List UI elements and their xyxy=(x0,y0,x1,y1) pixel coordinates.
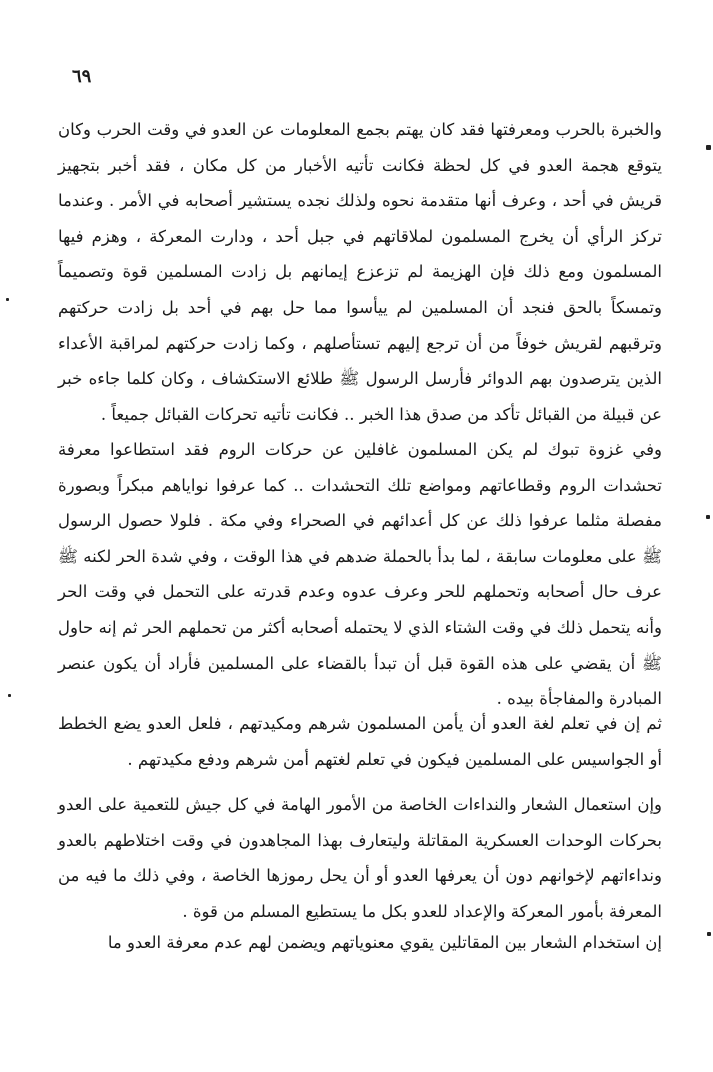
paragraph-enemy-language: ثم إن في تعلم لغة العدو أن يأمن المسلمون شرهم ومكيدتهم ، فلعل العدو يضع الخطط أو الجواسيس على المسلمين فيكون في تعلم لغتهم أمن شرهم ودفع مكيدتهم . xyxy=(58,714,662,769)
scan-speck xyxy=(8,694,11,697)
scan-speck xyxy=(707,932,711,936)
page-number: ٦٩ xyxy=(72,66,92,87)
paragraph-tabuk: وفي غزوة تبوك لم يكن المسلمون غافلين عن حركات الروم فقد استطاعوا معرفة تحشدات الروم وقطاعاتهم ومواضع تلك التحشدات .. كما عرفوا نواياهم مبكراً وبصورة مفصلة مثلما عرفوا ذلك عن كل أعدائهم في الصحراء وفي مكة . فلولا حصول الرسول ﷺ على معلومات سابقة ، لما بدأ بالحملة ضدهم في هذا الوقت ، وفي شدة الحر لكنه ﷺ عرف حال أصحابه وتحملهم للحر وعرف عدوه وعدم قدرته على التحمل في وقت الحر وأنه يتحمل ذلك في وقت الشتاء الذي لا يحتمله أصحابه أكثر من تحملهم الحر ثم إنه حاول ﷺ أن يقضي على هذه القوة قبل أن تبدأ بالقضاء على المسلمين فأراد أن يكون عنصر المبادرة والمفاجأة بيده . xyxy=(58,440,662,709)
paragraph-slogans: وإن استعمال الشعار والنداءات الخاصة من الأمور الهامة في كل جيش للتعمية على العدو بحركات الوحدات العسكرية المقاتلة وليتعارف بهذا المجاهدون في وقت اختلاطهم بالعدو ونداءاتهم لإخوانهم دون أن يعرفها العدو أو أن يحل رموزها الخاصة ، وفي ذلك ما فيه من المعرفة بأمور المعركة والإعداد للعدو بكل ما يستطيع المسلم من قوة . xyxy=(58,795,662,921)
paragraph-slogan-morale: إن استخدام الشعار بين المقاتلين يقوي معنوياتهم ويضمن لهم عدم معرفة العدو ما xyxy=(107,933,662,952)
scan-speck xyxy=(6,298,9,301)
paragraph-intelligence-uhud: والخبرة بالحرب ومعرفتها فقد كان يهتم بجمع المعلومات عن العدو في وقت الحرب وكان يتوقع هجمة العدو في كل لحظة فكانت تأتيه الأخبار من كل مكان ، فقد أخبر بتجهيز قريش في أحد ، وعرف أنها متقدمة نحوه ولذلك نجده يستشير أصحابه في الأمر . وعندما تركز الرأي أن يخرج المسلمون لملاقاتهم في جبل أحد ، ودارت المعركة ، وهزم فيها المسلمون ومع ذلك فإن الهزيمة لم تزعزع إيمانهم بل زادت المسلمين قوة وتصميماً وتمسكاً بالحق فنجد أن المسلمين لم ييأسوا مما حل بهم في أحد بل زادت حركتهم وترقبهم لقريش خوفاً من أن ترجع إليهم تستأصلهم ، وكما زادت حركتهم لمراقبة الأعداء الذين يترصدون بهم الدوائر فأرسل الرسول ﷺ طلائع الاستكشاف ، وكان كلما جاءه خبر عن قبيلة من القبائل تأكد من صدق هذا الخبر .. فكانت تأتيه تحركات القبائل جميعاً . xyxy=(58,120,662,424)
scan-speck xyxy=(706,515,710,519)
scan-speck xyxy=(706,145,711,150)
